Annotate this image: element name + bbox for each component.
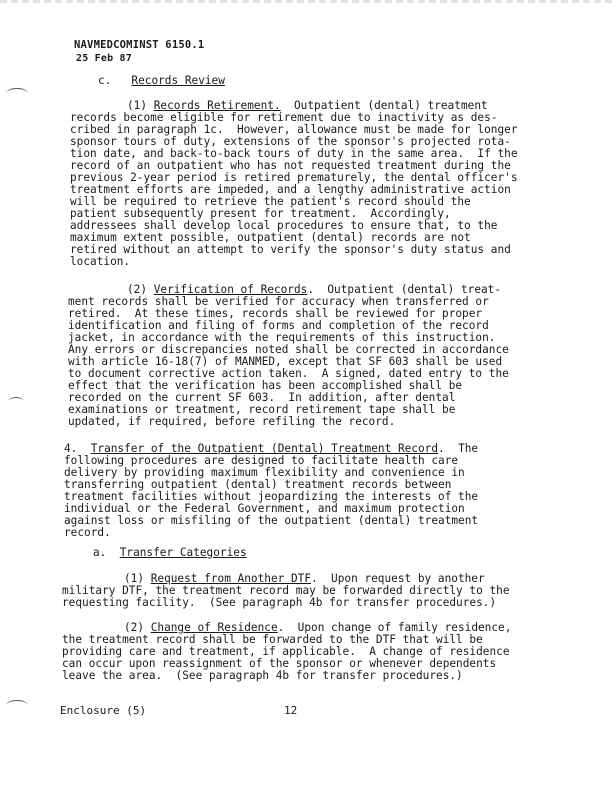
text-line: treatment efforts are impeded, and a lengthy administrative action	[70, 183, 511, 196]
text-line: Any errors or discrepancies noted shall be corrected in accordance	[68, 343, 509, 356]
text-line: retired without an attempt to verify the sponsor's duty status and	[70, 243, 511, 256]
text-line: transferring outpatient (dental) treatment records between	[64, 478, 452, 491]
text-line: updated, if required, before refiling the record.	[68, 415, 396, 428]
text-line: against loss or misfiling of the outpatient (dental) treatment	[64, 514, 479, 527]
scan-artifact	[0, 0, 612, 3]
p4-first-line: 4. Transfer of the Outpatient (Dental) Treatment Record. The	[64, 442, 479, 455]
pa2-first-line: (2) Change of Residence. Upon change of family residence,	[124, 621, 512, 634]
text-line: tion date, and back-to-back tours of duty in the same area. If the	[70, 147, 518, 160]
text-line: identification and filing of forms and completion of the record	[68, 319, 489, 332]
text-line: sponsor tours of duty, extensions of the sponsor's projected rota-	[70, 135, 511, 148]
p1-first-line: (1) Records Retirement. Outpatient (dental) treatment	[127, 99, 488, 112]
text-line: individual or the Federal Government, and maximum protection	[64, 502, 465, 515]
text-line: recorded on the current SF 603. In addition, after dental	[68, 391, 456, 404]
text-line: treatment facilities without jeopardizing the interests of the	[64, 490, 479, 503]
text-line: record.	[64, 526, 111, 539]
page-number: 12	[284, 704, 298, 717]
text-line: record of an outpatient who has not requested treatment during the	[70, 159, 511, 172]
text-line: previous 2-year period is retired prematurely, the dental officer's	[70, 171, 518, 184]
text-line: location.	[70, 255, 131, 268]
text-line: maximum extent possible, outpatient (dental) records are not	[70, 231, 471, 244]
text-line: delivery by providing maximum flexibility and convenience in	[64, 466, 465, 479]
text-line: military DTF, the treatment record may be forwarded directly to the	[62, 584, 510, 597]
text-line: examinations or treatment, record retirement tape shall be	[68, 403, 456, 416]
document-date: 25 Feb 87	[76, 53, 132, 64]
text-line: patient subsequently present for treatment. Accordingly,	[70, 207, 451, 220]
binder-mark	[6, 700, 28, 711]
text-line: jacket, in accordance with the requirements of this instruction.	[68, 331, 496, 344]
text-line: effect that the verification has been accomplished shall be	[68, 379, 463, 392]
p2-first-line: (2) Verification of Records. Outpatient (dental) treat-	[127, 283, 502, 296]
text-line: the treatment record shall be forwarded to the DTF that will be	[62, 633, 483, 646]
binder-mark	[6, 88, 28, 99]
text-line: following procedures are designed to facilitate health care	[64, 454, 459, 467]
text-line: ment records shall be verified for accuracy when transferred or	[68, 295, 489, 308]
text-line: requesting facility. (See paragraph 4b for transfer procedures.)	[62, 596, 497, 609]
section-c-heading: c. Records Review	[98, 74, 225, 87]
text-line: providing care and treatment, if applicable. A change of residence	[62, 645, 510, 658]
text-line: will be required to retrieve the patient's record should the	[70, 195, 471, 208]
text-line: leave the area. (See paragraph 4b for transfer procedures.)	[62, 669, 463, 682]
text-line: addressees shall develop local procedures to ensure that, to the	[70, 219, 498, 232]
text-line: retired. At these times, records shall be reviewed for proper	[68, 307, 483, 320]
section-a-heading: a. Transfer Categories	[93, 546, 247, 559]
pa1-first-line: (1) Request from Another DTF. Upon request by another	[124, 572, 485, 585]
text-line: to document corrective action taken. A signed, dated entry to the	[68, 367, 509, 380]
enclosure-label: Enclosure (5)	[60, 704, 147, 717]
instruction-number: NAVMEDCOMINST 6150.1	[74, 39, 205, 51]
text-line: records become eligible for retirement due to inactivity as des-	[70, 111, 498, 124]
binder-mark	[8, 397, 24, 406]
text-line: can occur upon reassignment of the sponsor or whenever dependents	[62, 657, 497, 670]
text-line: cribed in paragraph 1c. However, allowance must be made for longer	[70, 123, 518, 136]
text-line: with article 16-18(7) of MANMED, except that SF 603 shall be used	[68, 355, 503, 368]
